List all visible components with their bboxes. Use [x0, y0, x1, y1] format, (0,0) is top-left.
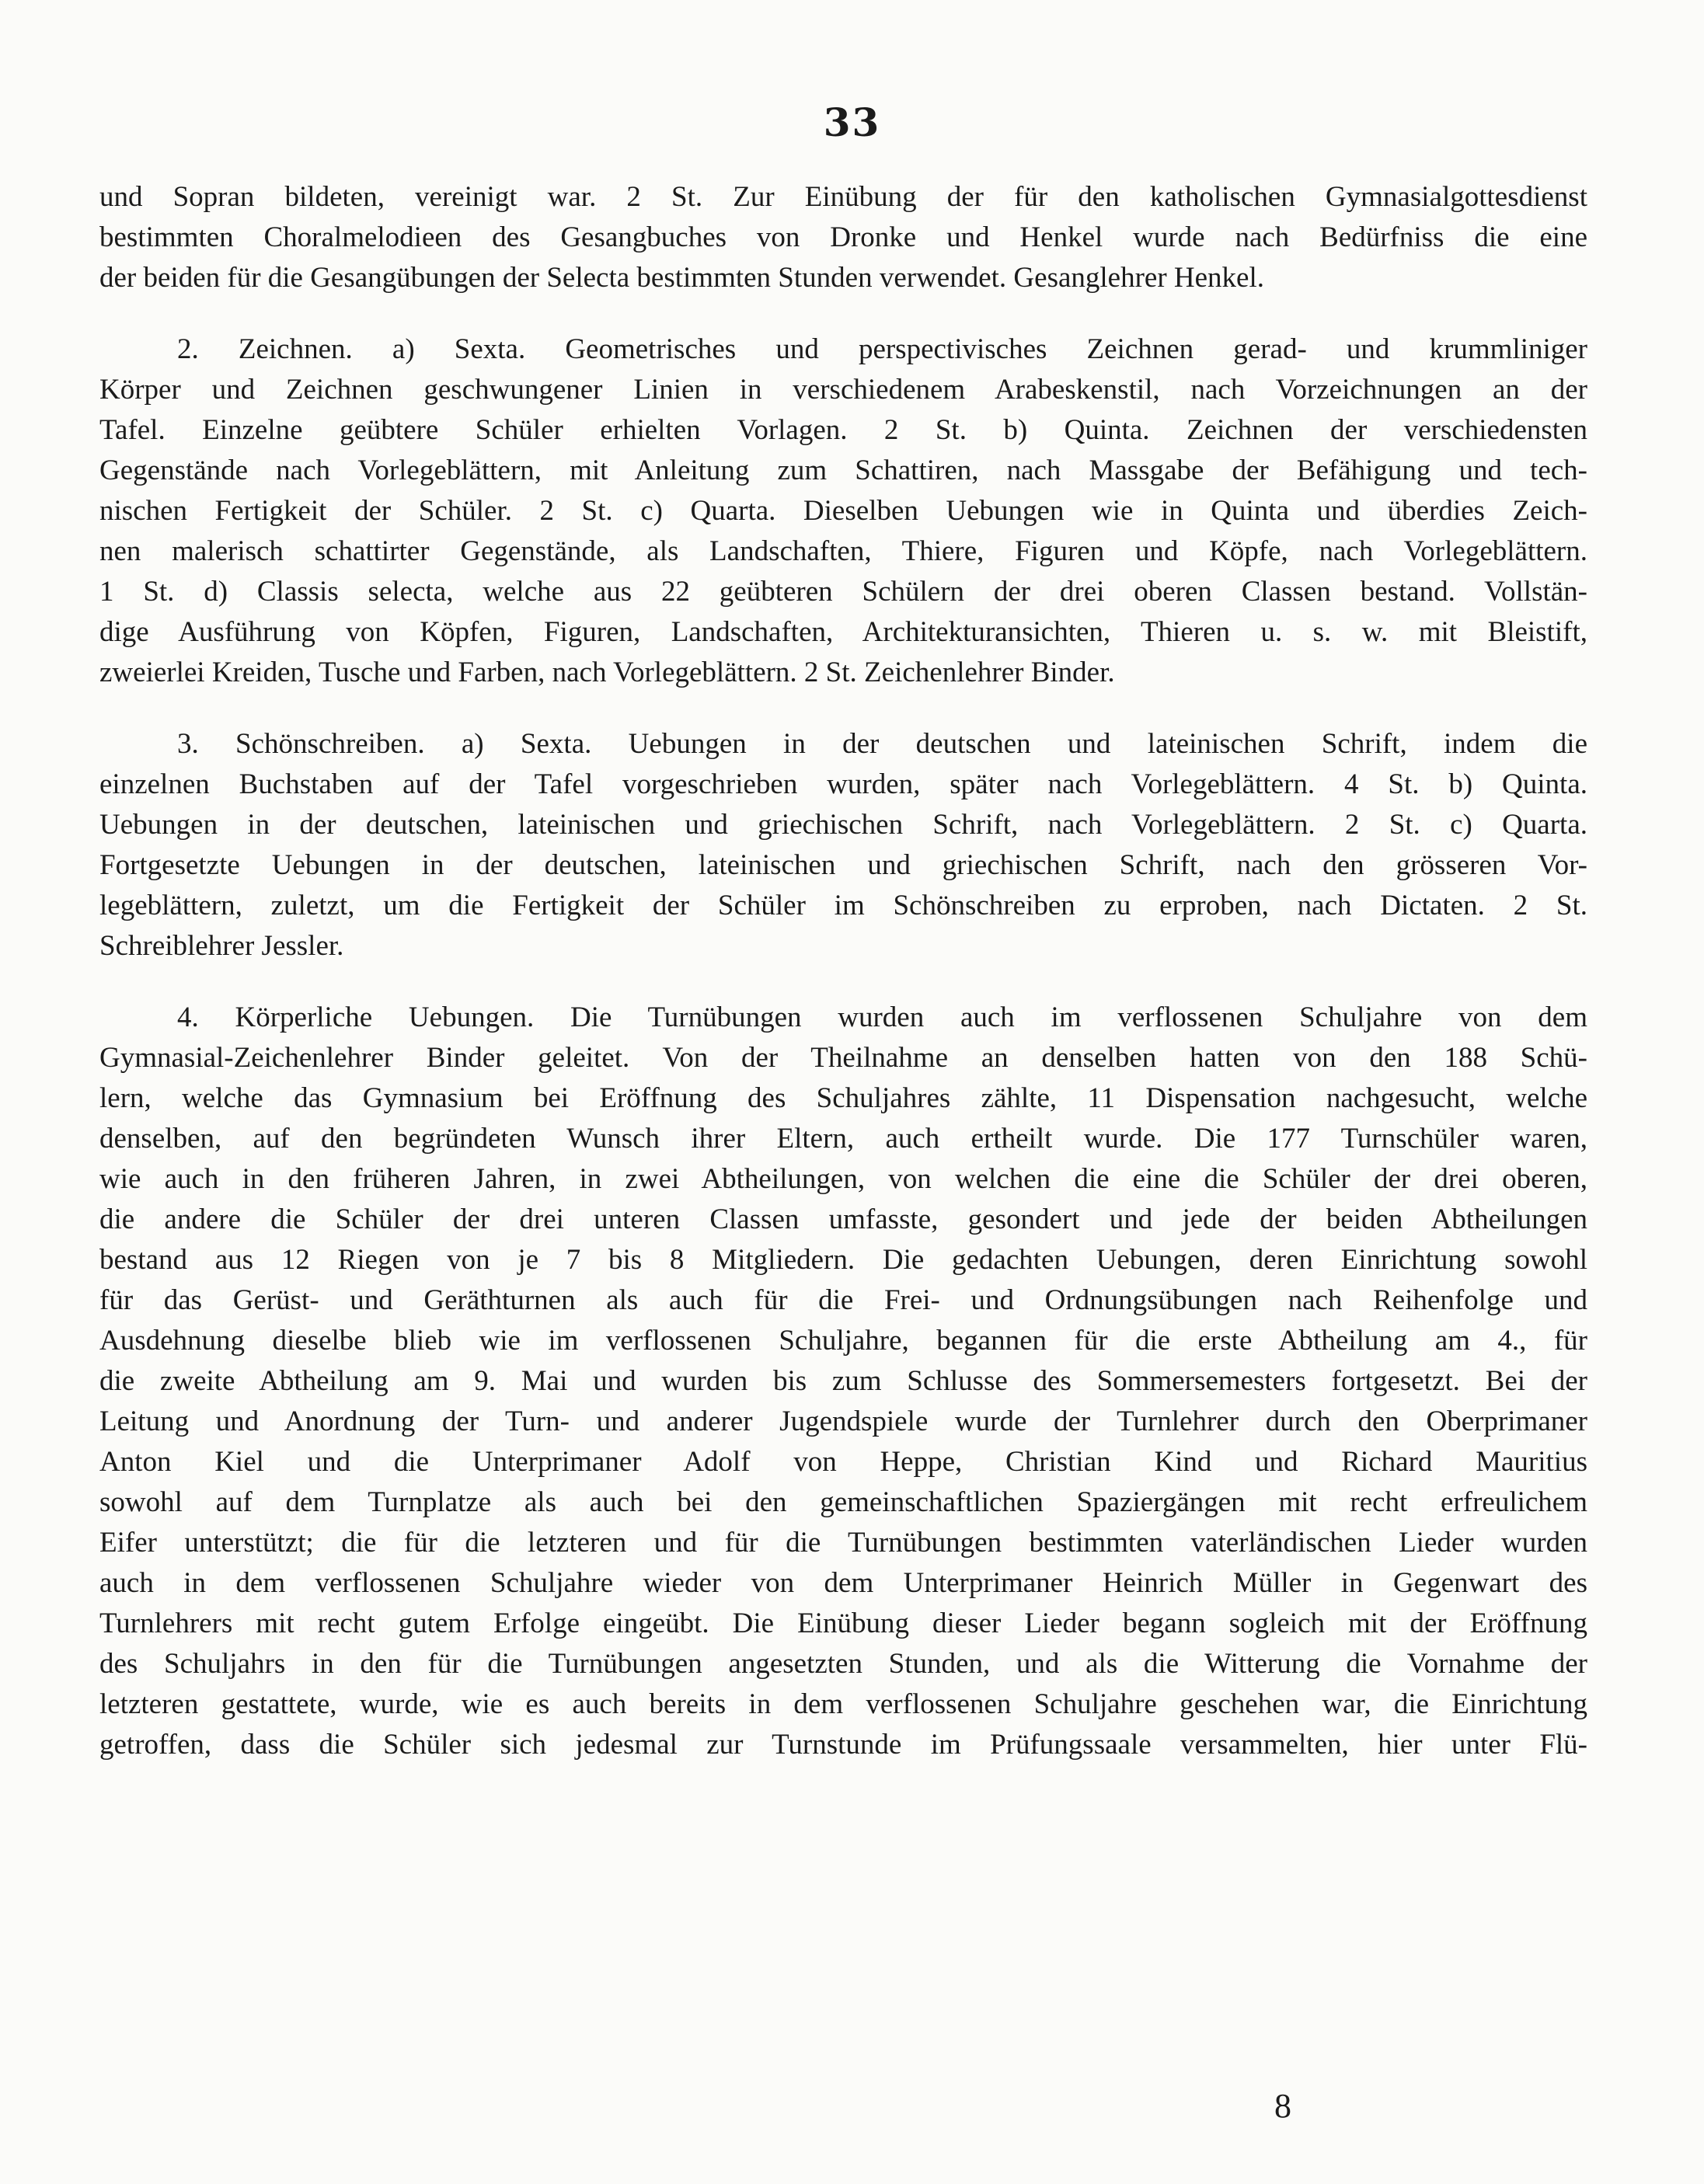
text-line: denselben, auf den begründeten Wunsch ihrer Eltern, auch ertheilt wurde. Die 177 Turnschüler waren,: [99, 1123, 1587, 1155]
text-line: letzteren gestattete, wurde, wie es auch bereits in dem verflossenen Schuljahre geschehen war, die Einrichtung: [99, 1688, 1587, 1720]
text-line: Eifer unterstützt; die für die letzteren und für die Turnübungen bestimmten vaterländischen Lieder wurden: [99, 1527, 1587, 1559]
text-line: legeblättern, zuletzt, um die Fertigkeit der Schüler im Schönschreiben zu erproben, nach Dictaten. 2 St.: [99, 890, 1587, 921]
text-line: nischen Fertigkeit der Schüler. 2 St. c) Quarta. Dieselben Uebungen wie in Quinta und überdies Zeich-: [99, 495, 1587, 527]
text-line: 4. Körperliche Uebungen. Die Turnübungen wurden auch im verflossenen Schuljahre von dem: [177, 1001, 1587, 1033]
text-line: Gegenstände nach Vorlegeblättern, mit Anleitung zum Schattiren, nach Massgabe der Befähigung und tech-: [99, 455, 1587, 486]
text-line: Ausdehnung dieselbe blieb wie im verflossenen Schuljahre, begannen für die erste Abtheilung am 4., für: [99, 1325, 1587, 1357]
text-line: getroffen, dass die Schüler sich jedesmal zur Turnstunde im Prüfungssaale versammelten, hier unter Flü-: [99, 1729, 1587, 1761]
signature-mark: 8: [1274, 2087, 1291, 2125]
page-number: 33: [823, 99, 881, 145]
text-line: auch in dem verflossenen Schuljahre wieder von dem Unterprimaner Heinrich Müller in Gegenwart des: [99, 1567, 1587, 1599]
text-line: wie auch in den früheren Jahren, in zwei Abtheilungen, von welchen die eine die Schüler der drei oberen,: [99, 1163, 1587, 1195]
text-line: bestand aus 12 Riegen von je 7 bis 8 Mitgliedern. Die gedachten Uebungen, deren Einrichtung sowohl: [99, 1244, 1587, 1276]
text-line: Fortgesetzte Uebungen in der deutschen, lateinischen und griechischen Schrift, nach den grösseren Vor-: [99, 849, 1587, 881]
text-line: Schreiblehrer Jessler.: [99, 930, 344, 962]
text-line: Gymnasial-Zeichenlehrer Binder geleitet. Von der Theilnahme an denselben hatten von den 188 Schü-: [99, 1042, 1587, 1074]
text-line: Leitung und Anordnung der Turn- und anderer Jugendspiele wurde der Turnlehrer durch den Oberprimaner: [99, 1405, 1587, 1437]
text-line: lern, welche das Gymnasium bei Eröffnung des Schuljahres zählte, 11 Dispensation nachgesucht, welche: [99, 1082, 1587, 1114]
text-line: einzelnen Buchstaben auf der Tafel vorgeschrieben wurden, später nach Vorlegeblättern. 4 St. b) Quinta.: [99, 768, 1587, 800]
text-line: des Schuljahrs in den für die Turnübungen angesetzten Stunden, und als die Witterung die Vornahme der: [99, 1648, 1587, 1680]
text-line: für das Gerüst- und Geräthturnen als auch für die Frei- und Ordnungsübungen nach Reihenfolge und: [99, 1284, 1587, 1316]
text-line: sowohl auf dem Turnplatze als auch bei den gemeinschaftlichen Spaziergängen mit recht erfreulichem: [99, 1486, 1587, 1518]
paragraph-schoenschreiben: [99, 724, 1587, 967]
paragraph-gesang-continuation: [99, 177, 1587, 298]
text-line: Uebungen in der deutschen, lateinischen und griechischen Schrift, nach Vorlegeblättern. 2 St. c) Quarta.: [99, 809, 1587, 841]
body-text: [99, 177, 1587, 1765]
text-line: die andere die Schüler der drei unteren Classen umfasste, gesondert und jede der beiden Abtheilungen: [99, 1203, 1587, 1235]
text-line: und Sopran bildeten, vereinigt war. 2 St. Zur Einübung der für den katholischen Gymnasialgottesdienst: [99, 181, 1587, 213]
text-line: bestimmten Choralmelodieen des Gesangbuches von Dronke und Henkel wurde nach Bedürfniss die eine: [99, 221, 1587, 253]
text-line: die zweite Abtheilung am 9. Mai und wurden bis zum Schlusse des Sommersemesters fortgesetzt. Bei der: [99, 1365, 1587, 1397]
text-line: zweierlei Kreiden, Tusche und Farben, nach Vorlegeblättern. 2 St. Zeichenlehrer Binder.: [99, 657, 1115, 688]
paragraph-zeichnen: [99, 329, 1587, 693]
text-line: Anton Kiel und die Unterprimaner Adolf von Heppe, Christian Kind und Richard Mauritius: [99, 1446, 1587, 1478]
text-line: Turnlehrers mit recht gutem Erfolge eingeübt. Die Einübung dieser Lieder begann sogleich mit der Eröffnung: [99, 1608, 1587, 1639]
paragraph-koerperliche-uebungen: [99, 998, 1587, 1765]
text-line: 1 St. d) Classis selecta, welche aus 22 geübteren Schülern der drei oberen Classen bestand. Vollstän-: [99, 576, 1587, 608]
text-line: dige Ausführung von Köpfen, Figuren, Landschaften, Architekturansichten, Thieren u. s. w. mit Bleistift,: [99, 616, 1587, 648]
text-line: 3. Schönschreiben. a) Sexta. Uebungen in der deutschen und lateinischen Schrift, indem die: [177, 728, 1587, 760]
text-line: nen malerisch schattirter Gegenstände, als Landschaften, Thiere, Figuren und Köpfe, nach Vorlegeblättern.: [99, 535, 1587, 567]
text-line: 2. Zeichnen. a) Sexta. Geometrisches und perspectivisches Zeichnen gerad- und krummliniger: [177, 333, 1587, 365]
text-line: Tafel. Einzelne geübtere Schüler erhielten Vorlagen. 2 St. b) Quinta. Zeichnen der verschiedensten: [99, 414, 1587, 446]
text-line: Körper und Zeichnen geschwungener Linien in verschiedenem Arabeskenstil, nach Vorzeichnungen an der: [99, 374, 1587, 406]
text-line: der beiden für die Gesangübungen der Selecta bestimmten Stunden verwendet. Gesanglehrer Henkel.: [99, 262, 1265, 294]
